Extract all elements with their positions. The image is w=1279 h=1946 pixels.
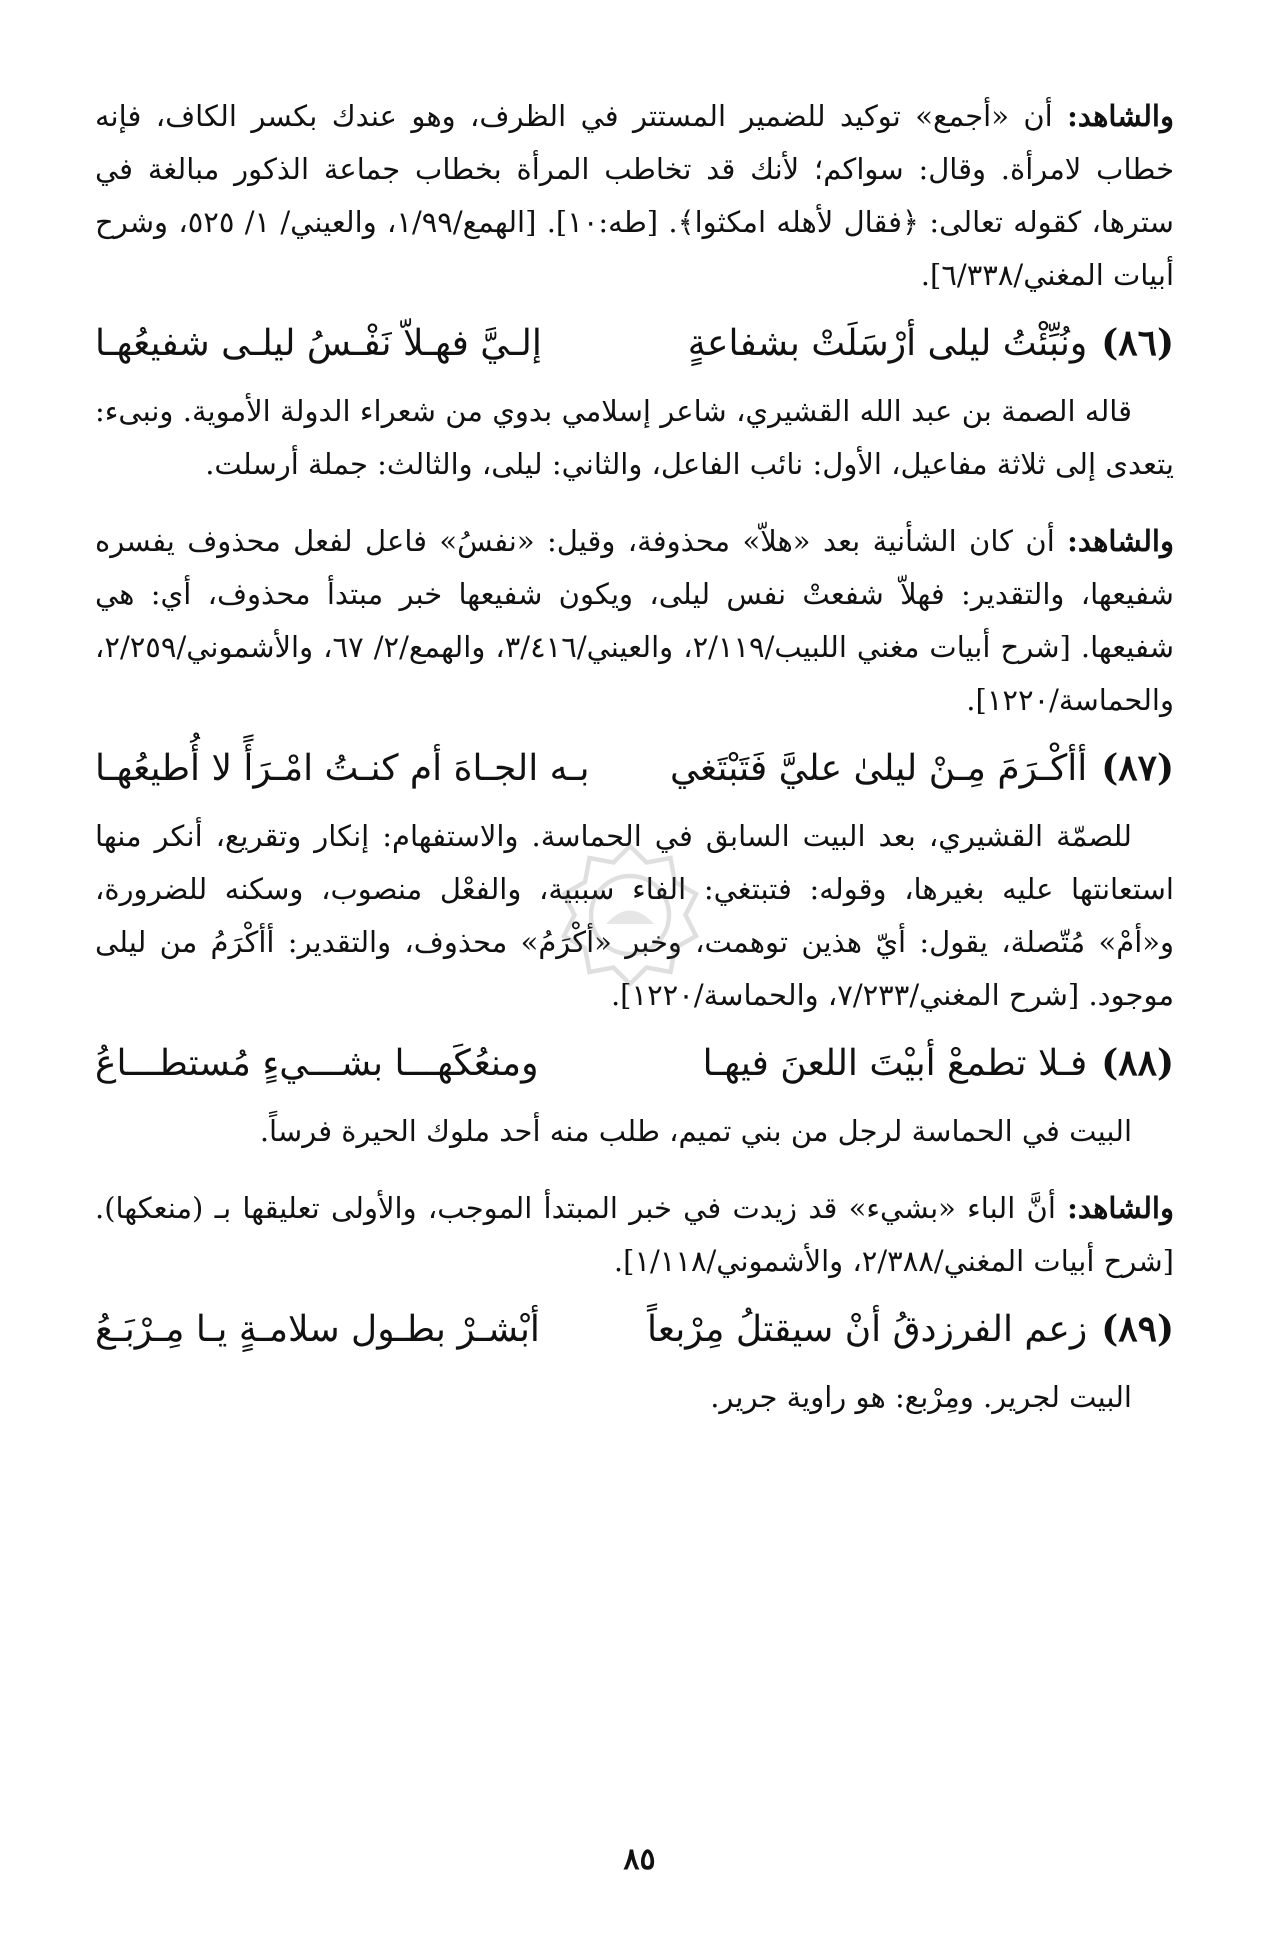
verse-line xyxy=(95,735,1174,802)
verse-first-hemistich: ونُبِّئْتُ ليلى أرْسَلَتْ بشفاعةٍ xyxy=(687,323,1088,364)
verse-second-hemistich: ومنعُكَهـــا بشـــيءٍ مُستطـــاعُ xyxy=(95,1043,539,1084)
paragraph-text: أنَّ الباء «بشيء» قد زيدت في خبر المبتدأ الموجب، والأولى تعليقها بـ (منعكها). [شرح أبيات المغني/٢/٣٨٨، والأشموني/١/١١٨]. xyxy=(95,1191,1174,1278)
verse-number: (٨٨) xyxy=(1101,1042,1174,1084)
paragraph xyxy=(95,1105,1174,1158)
shahid-label: والشاهد: xyxy=(1067,1191,1174,1225)
shahid-label: والشاهد: xyxy=(1067,524,1174,558)
seal-icon xyxy=(555,840,705,990)
verse-start xyxy=(688,310,1174,377)
paragraph-text: قاله الصمة بن عبد الله القشيري، شاعر إسلامي بدوي من شعراء الدولة الأموية. ونبىء: يتعدى إلى ثلاثة مفاعيل، الأول: نائب الفاعل، والثاني: ليلى، والثالث: جملة أرسلت. xyxy=(95,394,1174,481)
verse-line xyxy=(95,310,1174,377)
verse-start xyxy=(670,735,1174,802)
paragraph-text: البيت في الحماسة لرجل من بني تميم، طلب منه أحد ملوك الحيرة فرساً. xyxy=(259,1114,1132,1148)
verse-second-hemistich: إلـيَّ فهـلاّ نَفْـسُ ليلـى شفيعُهـا xyxy=(95,323,542,364)
paragraph xyxy=(95,385,1174,491)
paragraph xyxy=(95,90,1174,302)
verse-first-hemistich: أأكْـرَمَ مِـنْ ليلىٰ عليَّ فَتَبْتَغي xyxy=(670,748,1088,789)
verse-number: (٨٦) xyxy=(1101,322,1174,364)
verse-line xyxy=(95,1030,1174,1097)
verse-start xyxy=(647,1296,1174,1363)
verse-start xyxy=(703,1030,1174,1097)
paragraph-text: البيت لجرير. ومِرْبع: هو راوية جرير. xyxy=(710,1380,1132,1414)
paragraph xyxy=(95,515,1174,727)
paragraph-text: أن كان الشأنية بعد «هلاّ» محذوفة، وقيل: «نفسُ» فاعل لفعل محذوف يفسره شفيعها، والتقدير: فهلاّ شفعتْ نفس ليلى، ويكون شفيعها خبر مبتدأ محذوف، أي: هي شفيعها. [شرح أبيات مغني اللبيب/٢/١١٩، والعيني/٣/٤١٦، والهمع/٢/ ٦٧، والأشموني/٢/٢٥٩، والحماسة/١٢٢٠]. xyxy=(95,524,1174,717)
verse-second-hemistich: بـه الجـاهَ أم كنـتُ امْـرَأً لا أُطيعُهـا xyxy=(95,748,590,789)
verse-second-hemistich: أبْشـرْ بطـول سلامـةٍ يـا مِـرْبَـعُ xyxy=(95,1309,540,1350)
verse-number: (٨٧) xyxy=(1101,747,1174,789)
page-content xyxy=(95,90,1174,1424)
paragraph-text: أن «أجمع» توكيد للضمير المستتر في الظرف، وهو عندك بكسر الكاف، فإنه خطاب لامرأة. وقال: سواكم؛ لأنك قد تخاطب المرأة بخطاب جماعة الذكور مبالغة في سترها، كقوله تعالى: ﴿فقال لأهله امكثوا﴾. [طه:١٠]. [الهمع/١/٩٩، والعيني/ ١/ ٥٢٥، وشرح أبيات المغني/٦/٣٣٨]. xyxy=(95,99,1174,292)
verse-first-hemistich: زعم الفرزدقُ أنْ سيقتلُ مِرْبعاً xyxy=(646,1309,1088,1350)
shahid-label: والشاهد: xyxy=(1067,99,1174,133)
page-number: ٨٥ xyxy=(623,1842,656,1877)
paragraph-text: للصمّة القشيري، بعد البيت السابق في الحماسة. والاستفهام: إنكار وتقريع، أنكر منها استعانتها عليه بغيرها، وقوله: فتبتغي: الفاء سببية، والفعْل منصوب، وسكنه للضرورة، و«أمْ» مُتّصلة، يقول: أيّ هذين توهمت، وخبر «أكْرَمُ» محذوف، والتقدير: أأكْرَمُ من ليلى موجود. [شرح المغني/٧/٢٣٣، والحماسة/١٢٢٠]. xyxy=(95,819,1174,1012)
paragraph xyxy=(95,1182,1174,1288)
paragraph xyxy=(95,1371,1174,1424)
verse-first-hemistich: فـلا تطمعْ أبيْتَ اللعنَ فيهـا xyxy=(702,1043,1088,1084)
verse-line xyxy=(95,1296,1174,1363)
verse-number: (٨٩) xyxy=(1101,1308,1174,1350)
